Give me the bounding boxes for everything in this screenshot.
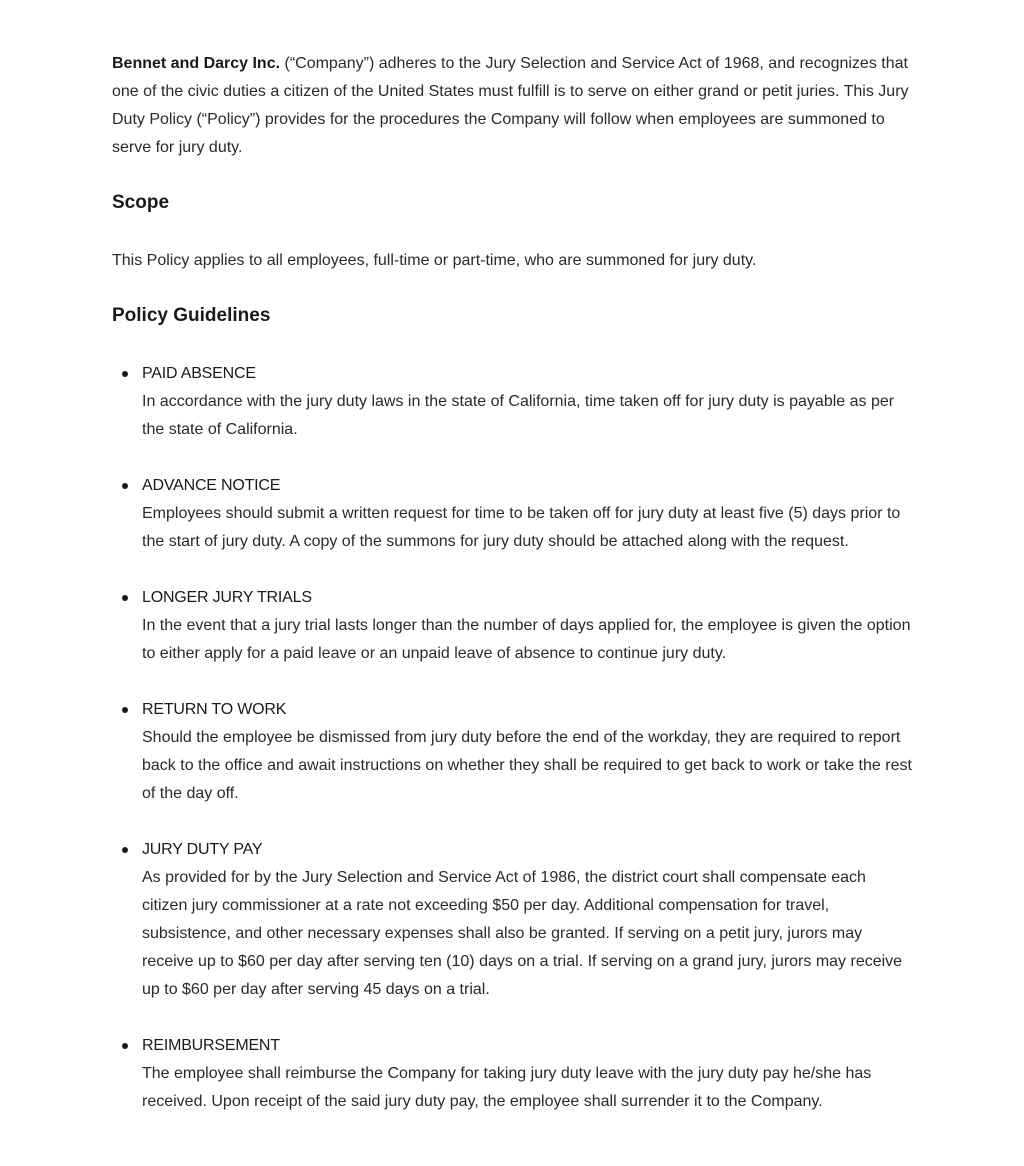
guideline-body: As provided for by the Jury Selection and Service Act of 1986, the district court shall compensate each citizen jury commissioner at a rate not exceeding $50 per day. Additional compensation for travel, subsistence, and other necessary expenses shall also be granted. If serving on a petit jury, jurors may receive up to $60 per day after serving ten (10) days on a trial. If serving on a grand jury, jurors may receive up to $60 per day after serving 45 days on a trial. [142,869,903,998]
intro-paragraph [112,50,912,162]
guideline-advance-notice [142,472,912,556]
intro-text: (“Company”) adheres to the Jury Selection and Service Act of 1968, and recognizes that one of the civic duties a citizen of the United States must fulfill is to serve on either grand or petit juries. This Jury Duty Policy (“Policy”) provides for the procedures the Company will follow when employees are summoned to serve for jury duty. [112,55,909,156]
guideline-title: RETURN TO WORK [142,701,287,718]
guideline-title: PAID ABSENCE [142,365,256,382]
bullet-icon [122,1043,128,1049]
guideline-body: Employees should submit a written request for time to be taken off for jury duty at least five (5) days prior to the start of jury duty. A copy of the summons for jury duty should be attached along with the request. [142,505,901,550]
scope-text: This Policy applies to all employees, full-time or part-time, who are summoned for jury duty. [112,252,757,269]
bullet-icon [122,707,128,713]
bullet-icon [122,847,128,853]
company-name: Bennet and Darcy Inc. [112,55,281,72]
guideline-jury-duty-pay [142,836,912,1004]
guideline-title: JURY DUTY PAY [142,841,263,858]
scope-heading: Scope [112,192,170,213]
guidelines-list [112,360,912,1116]
guideline-reimbursement [142,1032,912,1116]
guideline-title: LONGER JURY TRIALS [142,589,312,606]
bullet-icon [122,595,128,601]
guideline-body: In accordance with the jury duty laws in the state of California, time taken off for jury duty is payable as per the state of California. [142,393,895,438]
guideline-paid-absence [142,360,912,444]
guideline-return-to-work [142,696,912,808]
guideline-longer-jury-trials [142,584,912,668]
guideline-body: In the event that a jury trial lasts longer than the number of days applied for, the employee is given the option to either apply for a paid leave or an unpaid leave of absence to continue jury duty. [142,617,911,662]
bullet-icon [122,483,128,489]
guideline-title: REIMBURSEMENT [142,1037,280,1054]
guideline-body: The employee shall reimburse the Company for taking jury duty leave with the jury duty pay he/she has received. Upon receipt of the said jury duty pay, the employee shall surrender it to the Company. [142,1065,872,1110]
guideline-title: ADVANCE NOTICE [142,477,281,494]
policy-guidelines-heading: Policy Guidelines [112,305,271,326]
guideline-body: Should the employee be dismissed from jury duty before the end of the workday, they are required to report back to the office and await instructions on whether they shall be required to get back to work or take the rest of the day off. [142,729,912,802]
bullet-icon [122,371,128,377]
